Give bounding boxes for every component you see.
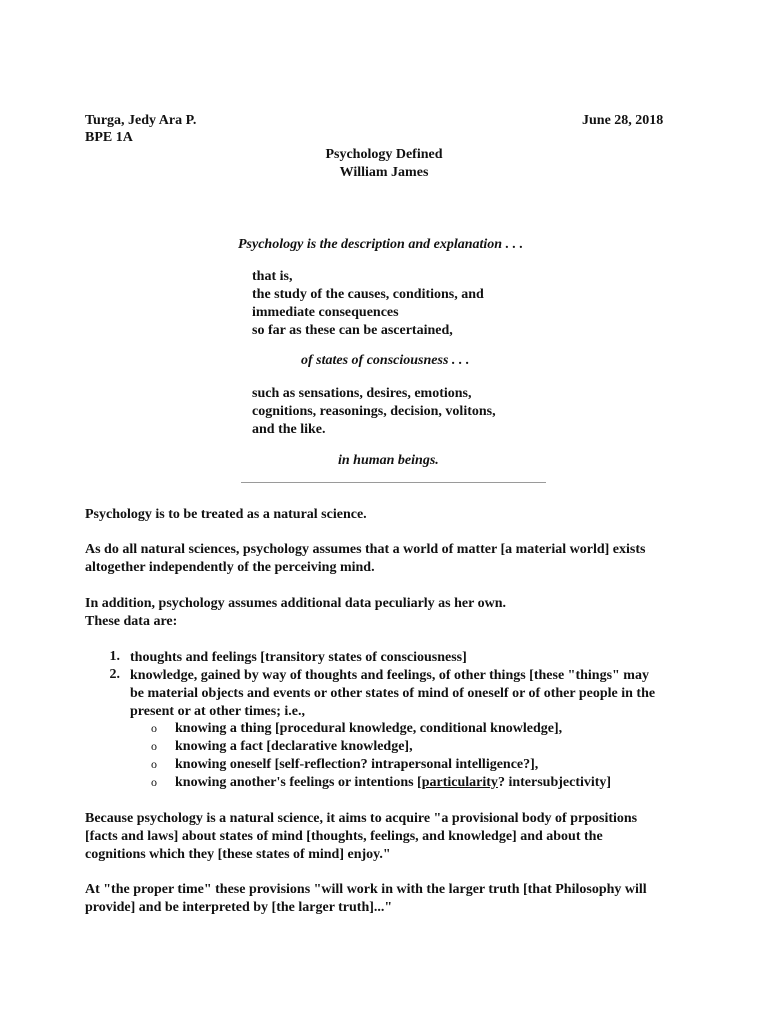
bullet-item: knowing a fact [declarative knowledge], — [175, 739, 413, 754]
list-number: 2. — [109, 667, 120, 682]
underlined-term: particularity — [421, 775, 498, 790]
author-name: Turga, Jedy Ara P. — [85, 113, 197, 128]
paragraph-line: Because psychology is a natural science, it aims to acquire "a provisional body of prpositions — [85, 811, 638, 826]
paragraph-line: These data are: — [85, 614, 178, 629]
bullet-marker: o — [151, 775, 157, 789]
list-item-line: present or at other times; i.e., — [130, 704, 305, 719]
paragraph-line: altogether independently of the perceiving mind. — [85, 560, 375, 575]
definition-line: so far as these can be ascertained, — [252, 323, 453, 338]
definition-line: immediate consequences — [252, 305, 399, 320]
bullet-text: ? intersubjectivity] — [497, 775, 612, 790]
paragraph-line: Psychology is to be treated as a natural science. — [85, 507, 367, 522]
document-date: June 28, 2018 — [582, 113, 664, 128]
bullet-item — [175, 774, 611, 792]
definition-line: cognitions, reasonings, decision, volitons, — [252, 404, 496, 419]
paragraph-line: In addition, psychology assumes additional data peculiarly as her own. — [85, 596, 506, 611]
paragraph-line: At "the proper time" these provisions "will work in with the larger truth [that Philosophy will — [85, 882, 647, 897]
definition-line: such as sensations, desires, emotions, — [252, 386, 472, 401]
bullet-marker: o — [151, 739, 157, 753]
author-section: BPE 1A — [85, 130, 133, 145]
bullet-marker: o — [151, 721, 157, 735]
paragraph-5 — [85, 881, 705, 917]
bullet-item: knowing oneself [self-reflection? intrapersonal intelligence?], — [175, 757, 539, 772]
list-item-2 — [130, 667, 655, 721]
paragraph-3 — [85, 595, 705, 631]
bullet-item: knowing a thing [procedural knowledge, conditional knowledge], — [175, 721, 563, 736]
paragraph-line: cognitions which they [these states of mind] enjoy." — [85, 847, 391, 862]
definition-block-1 — [252, 268, 484, 340]
paragraph-line: provide] and be interpreted by [the larger truth]..." — [85, 900, 393, 915]
document-subtitle: William James — [339, 165, 429, 180]
bullet-marker: o — [151, 757, 157, 771]
definition-lead: Psychology is the description and explanation . . . — [238, 237, 524, 252]
list-item-line: be material objects and events or other states of mind of oneself or of other people in the — [130, 686, 656, 701]
list-item-1 — [130, 649, 467, 667]
horizontal-rule — [241, 482, 546, 483]
paragraph-1 — [85, 506, 705, 524]
paragraph-2 — [85, 541, 705, 577]
definition-block-2 — [252, 385, 496, 439]
bullet-text: knowing another's feelings or intentions [ — [175, 775, 422, 790]
definition-line: that is, — [252, 269, 293, 284]
paragraph-line: As do all natural sciences, psychology assumes that a world of matter [a material world] exists — [85, 542, 646, 557]
definition-tail: in human beings. — [338, 453, 439, 468]
list-item-line: knowledge, gained by way of thoughts and feelings, of other things [these "things" may — [130, 668, 649, 683]
definition-line: and the like. — [252, 422, 326, 437]
list-number: 1. — [109, 649, 120, 664]
definition-mid: of states of consciousness . . . — [301, 353, 470, 368]
paragraph-line: [facts and laws] about states of mind [thoughts, feelings, and knowledge] and about the — [85, 829, 603, 844]
definition-line: the study of the causes, conditions, and — [252, 287, 484, 302]
document-title: Psychology Defined — [325, 147, 443, 162]
paragraph-4 — [85, 810, 705, 864]
list-item-line: thoughts and feelings [transitory states of consciousness] — [130, 650, 467, 665]
